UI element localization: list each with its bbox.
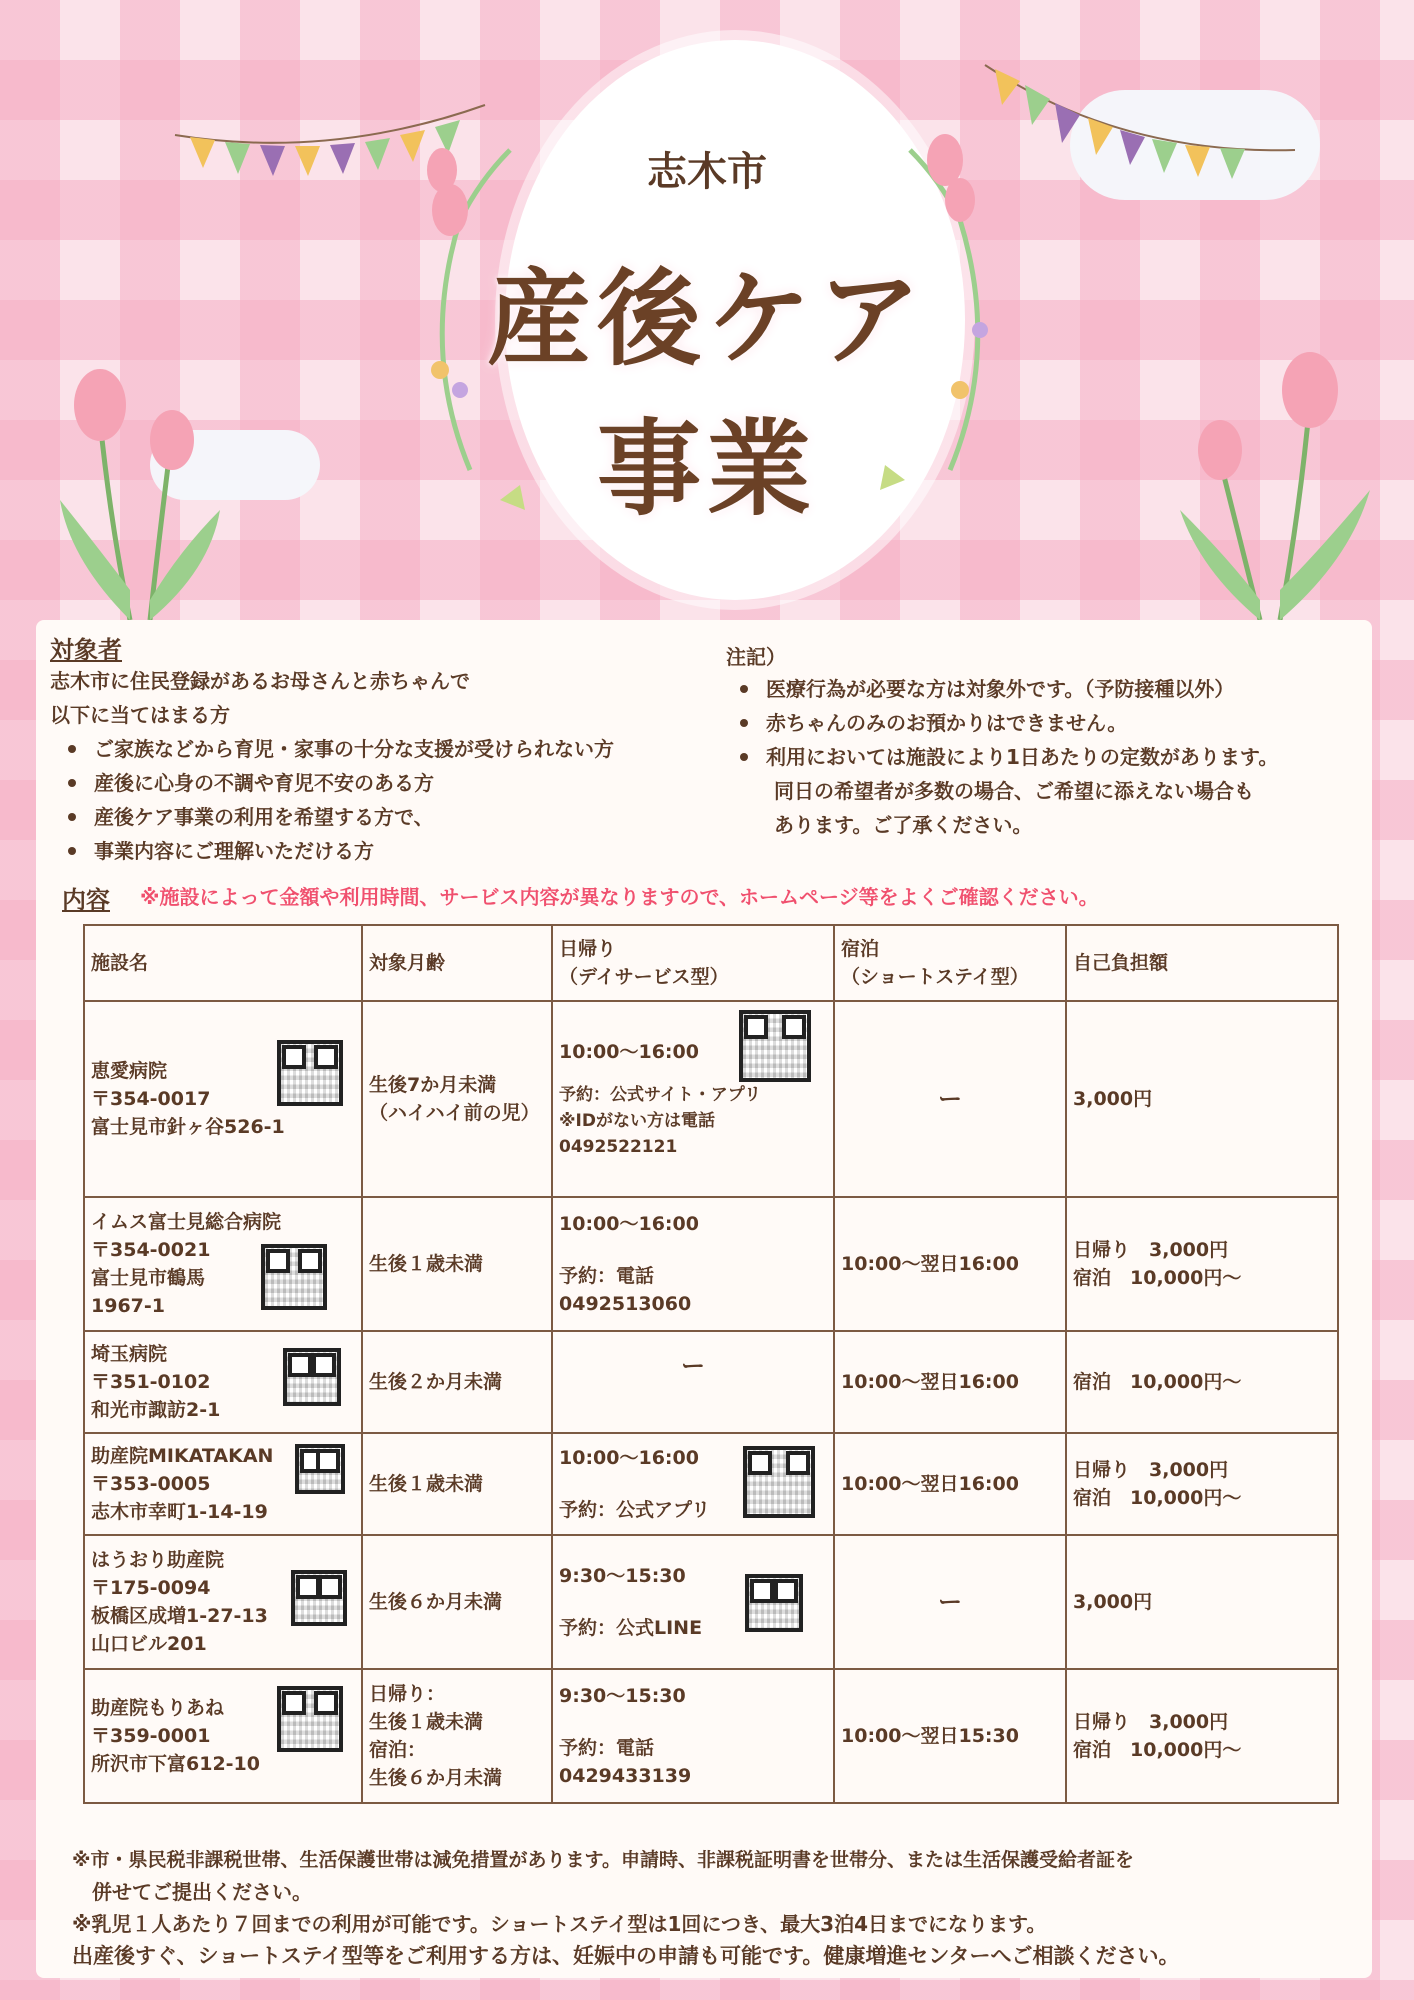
eligibility-heading: 対象者 (50, 636, 122, 664)
notes-list (728, 672, 1278, 774)
city-name: 志木市 (647, 149, 767, 195)
header-stay: 宿泊 （ショートステイ型） (834, 925, 1066, 1001)
age-cell: 生後7か月未満 （ハイハイ前の児） (362, 1001, 552, 1197)
table-row (84, 1331, 1338, 1433)
cost-cell: 3,000円 (1066, 1001, 1338, 1197)
qr-code-icon[interactable] (295, 1444, 345, 1494)
age-cell: 生後１歳未満 (362, 1197, 552, 1331)
list-item: 事業内容にご理解いただける方 (56, 834, 614, 868)
footer-note-1: ※市・県民税非課税世帯、生活保護世帯は減免措置があります。申請時、非課税証明書を世帯分、または生活保護受給者証を 併せてご提出ください。 (72, 1849, 1134, 1904)
notes-heading: 注記） (726, 645, 786, 669)
qr-code-icon[interactable] (283, 1348, 341, 1406)
list-item: 赤ちゃんのみのお預かりはできません。 (728, 706, 1278, 740)
stay-cell: ー (834, 1535, 1066, 1669)
content-heading: 内容 (62, 886, 110, 914)
footer-note-3: 出産後すぐ、ショートステイ型等をご利用する方は、妊娠中の申請も可能です。健康増進センターへご相談ください。 (72, 1944, 1180, 1968)
day-cell: 9:30～15:30 予約：公式LINE (552, 1535, 834, 1669)
day-cell: 10:00～16:00 予約：公式サイト・アプリ ※IDがない方は電話 0492522121 (552, 1001, 834, 1197)
stay-cell: 10:00～翌日16:00 (834, 1433, 1066, 1535)
facility-cell: 埼玉病院 〒351-0102 和光市諏訪2-1 (84, 1331, 362, 1433)
facility-cell: イムス富士見総合病院 〒354-0021 富士見市鶴馬 1967-1 (84, 1197, 362, 1331)
table-row (84, 1197, 1338, 1331)
age-cell: 生後６か月未満 (362, 1535, 552, 1669)
list-item: 医療行為が必要な方は対象外です。（予防接種以外） (728, 672, 1278, 706)
age-cell: 生後２か月未満 (362, 1331, 552, 1433)
cost-cell: 宿泊 10,000円～ (1066, 1331, 1338, 1433)
table-row (84, 1669, 1338, 1803)
eligibility-list (56, 732, 614, 868)
cost-cell: 日帰り 3,000円 宿泊 10,000円～ (1066, 1433, 1338, 1535)
day-cell: ー (552, 1331, 834, 1433)
table-header-row (84, 925, 1338, 1001)
header-day: 日帰り （デイサービス型） (552, 925, 834, 1001)
notes-continuation: 同日の希望者が多数の場合、ご希望に添えない場合も あります。ご了承ください。 (774, 779, 1254, 837)
header-facility: 施設名 (84, 925, 362, 1001)
stay-cell: ー (834, 1001, 1066, 1197)
footer-note-2: ※乳児１人あたり７回までの利用が可能です。ショートステイ型は1回につき、最大3泊4日までになります。 (72, 1912, 1047, 1936)
header-cost: 自己負担額 (1066, 925, 1338, 1001)
content-warning: ※施設によって金額や利用時間、サービス内容が異なりますので、ホームページ等をよくご確認ください。 (140, 885, 1099, 909)
eligibility-intro: 志木市に住民登録があるお母さんと赤ちゃんで 以下に当てはまる方 (50, 669, 470, 727)
age-cell: 生後１歳未満 (362, 1433, 552, 1535)
qr-code-icon[interactable] (745, 1574, 803, 1632)
stay-cell: 10:00～翌日16:00 (834, 1197, 1066, 1331)
list-item: 利用においては施設により1日あたりの定数があります。 (728, 740, 1278, 774)
hero-banner (0, 0, 1414, 620)
header-age: 対象月齢 (362, 925, 552, 1001)
qr-code-icon[interactable] (277, 1686, 343, 1752)
list-item: 産後に心身の不調や育児不安のある方 (56, 766, 614, 800)
facility-cell: 助産院もりあね 〒359-0001 所沢市下富612-10 (84, 1669, 362, 1803)
table-row (84, 1001, 1338, 1197)
facility-cell: 恵愛病院 〒354-0017 富士見市針ヶ谷526-1 (84, 1001, 362, 1197)
page-title-line2: 事業 (596, 408, 817, 530)
day-cell: 10:00～16:00 予約：公式アプリ (552, 1433, 834, 1535)
stay-cell: 10:00～翌日15:30 (834, 1669, 1066, 1803)
qr-code-icon[interactable] (277, 1040, 343, 1106)
facility-table (83, 924, 1339, 1804)
cost-cell: 3,000円 (1066, 1535, 1338, 1669)
qr-code-icon[interactable] (739, 1010, 811, 1082)
facility-cell: はうおり助産院 〒175-0094 板橋区成増1-27-13 山口ビル201 (84, 1535, 362, 1669)
age-cell: 日帰り： 生後１歳未満 宿泊： 生後６か月未満 (362, 1669, 552, 1803)
day-cell: 10:00～16:00 予約：電話 0492513060 (552, 1197, 834, 1331)
qr-code-icon[interactable] (743, 1446, 815, 1518)
cost-cell: 日帰り 3,000円 宿泊 10,000円～ (1066, 1669, 1338, 1803)
facility-cell: 助産院MIKATAKAN 〒353-0005 志木市幸町1-14-19 (84, 1433, 362, 1535)
list-item: 産後ケア事業の利用を希望する方で、 (56, 800, 614, 834)
cost-cell: 日帰り 3,000円 宿泊 10,000円～ (1066, 1197, 1338, 1331)
table-row (84, 1433, 1338, 1535)
list-item: ご家族などから育児・家事の十分な支援が受けられない方 (56, 732, 614, 766)
qr-code-icon[interactable] (291, 1570, 347, 1626)
day-cell: 9:30～15:30 予約：電話 0429433139 (552, 1669, 834, 1803)
stay-cell: 10:00～翌日16:00 (834, 1331, 1066, 1433)
qr-code-icon[interactable] (261, 1244, 327, 1310)
page-title-line1: 産後ケア (486, 258, 927, 380)
table-row (84, 1535, 1338, 1669)
